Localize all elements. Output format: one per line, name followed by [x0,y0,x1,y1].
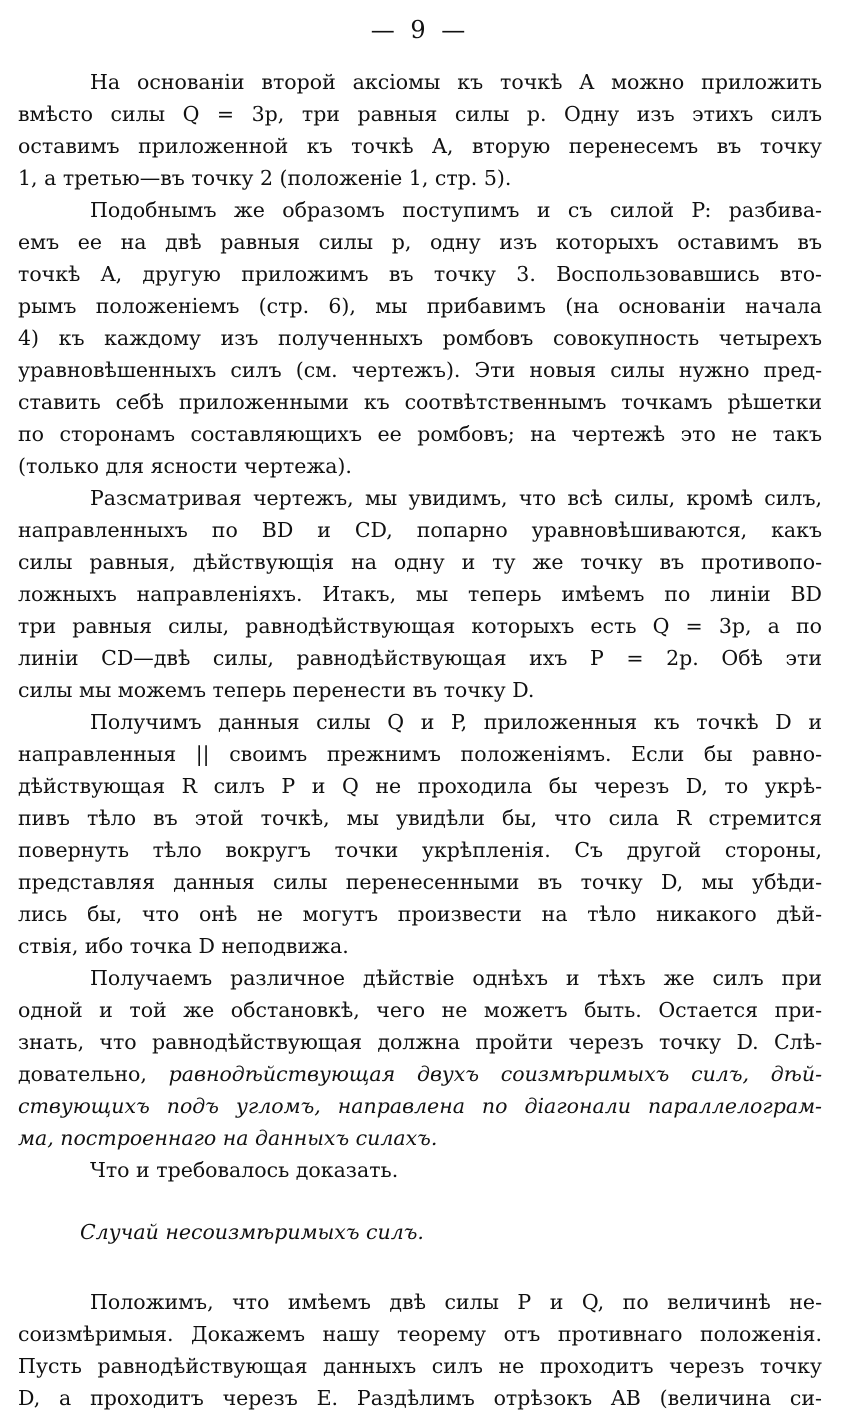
text-line: повернуть тѣло вокругъ точки укрѣпленія. Съ другой стороны, [18,838,822,862]
text-line: пивъ тѣло въ этой точкѣ, мы увидѣли бы, что сила R стремится [18,806,822,830]
text-line: 1, а третью—въ точку 2 (положеніе 1, стр. 5). [18,166,512,190]
text-line: Подобнымъ же образомъ поступимъ и съ силой P: разбива- [90,198,822,222]
section-subheading: Случай несоизмѣримыхъ силъ. [80,1220,424,1244]
italic-conclusion: равнодѣйствующая двухъ соизмѣримыхъ силъ, дѣй- [146,1062,822,1086]
text-line: Что и требовалось доказать. [90,1158,399,1182]
text-line: одной и той же обстановкѣ, чего не можетъ быть. Остается при- [18,998,822,1022]
text-line-mixed [18,1058,822,1090]
text-line: знать, что равнодѣйствующая должна пройти черезъ точку D. Слѣ- [18,1030,822,1054]
paragraph-5 [18,962,822,1154]
text-line: ложныхъ направленіяхъ. Итакъ, мы теперь имѣемъ по линіи BD [18,582,822,606]
paragraph-4 [18,706,822,962]
text-line: соизмѣримыя. Докажемъ нашу теорему отъ противнаго положенія. [18,1322,822,1346]
text-line: лись бы, что онѣ не могутъ произвести на тѣло никакого дѣй- [18,902,822,926]
text-line: уравновѣшенныхъ силъ (см. чертежъ). Эти новыя силы нужно пред- [18,358,822,382]
text-line: Разсматривая чертежъ, мы увидимъ, что всѣ силы, кромѣ силъ, [90,486,822,510]
text-fragment: довательно, [18,1062,147,1086]
paragraph-6 [18,1154,822,1186]
text-line: направленныхъ по BD и CD, попарно уравновѣшиваются, какъ [18,518,822,542]
text-line: D, а проходитъ черезъ E. Раздѣлимъ отрѣзокъ AB (величина си- [18,1386,822,1410]
text-line: три равныя силы, равнодѣйствующая которыхъ есть Q = 3p, а по [18,614,822,638]
text-line: точкѣ A, другую приложимъ въ точку 3. Воспользовавшись вто- [18,262,822,286]
text-line: представляя данныя силы перенесенными въ точку D, мы убѣди- [18,870,822,894]
text-line: (только для ясности чертежа). [18,454,352,478]
text-line: силы равныя, дѣйствующія на одну и ту же точку въ противопо- [18,550,822,574]
text-line: линіи CD—двѣ силы, равнодѣйствующая ихъ P = 2p. Обѣ эти [18,646,822,670]
text-line: емъ ее на двѣ равныя силы p, одну изъ которыхъ оставимъ въ [18,230,822,254]
text-line: вмѣсто силы Q = 3p, три равныя силы p. Одну изъ этихъ силъ [18,102,822,126]
paragraph-1 [18,66,822,194]
paragraph-3 [18,482,822,706]
text-line: Положимъ, что имѣемъ двѣ силы P и Q, по величинѣ не- [90,1290,822,1314]
page-number: — 9 — [370,16,470,44]
text-line: силы мы можемъ теперь перенести въ точку D. [18,678,535,702]
italic-line: ствующихъ подъ угломъ, направлена по діагонали параллелограм- [18,1094,822,1118]
paragraph-2 [18,194,822,482]
text-line: дѣйствующая R силъ P и Q не проходила бы черезъ D, то укрѣ- [18,774,822,798]
text-line: оставимъ приложенной къ точкѣ A, вторую перенесемъ въ точку [18,134,822,158]
text-line: 4) къ каждому изъ полученныхъ ромбовъ совокупность четырехъ [18,326,822,350]
text-line: На основаніи второй аксіомы къ точкѣ A можно приложить [90,70,822,94]
text-line: ствія, ибо точка D неподвижа. [18,934,349,958]
text-line: рымъ положеніемъ (стр. 6), мы прибавимъ (на основаніи начала [18,294,822,318]
text-line: направленныя || своимъ прежнимъ положеніямъ. Если бы равно- [18,742,822,766]
italic-line: ма, построеннаго на данныхъ силахъ. [18,1126,438,1150]
text-line: по сторонамъ составляющихъ ее ромбовъ; на чертежѣ это не такъ [18,422,822,446]
text-line: Получаемъ различное дѣйствіе однѣхъ и тѣхъ же силъ при [90,966,822,990]
final-paragraph [18,1286,822,1414]
text-line: Получимъ данныя силы Q и P, приложенныя къ точкѣ D и [90,710,822,734]
text-line: ставить себѣ приложенными къ соотвѣтственнымъ точкамъ рѣшетки [18,390,822,414]
text-line: Пусть равнодѣйствующая данныхъ силъ не проходитъ черезъ точку [18,1354,822,1378]
